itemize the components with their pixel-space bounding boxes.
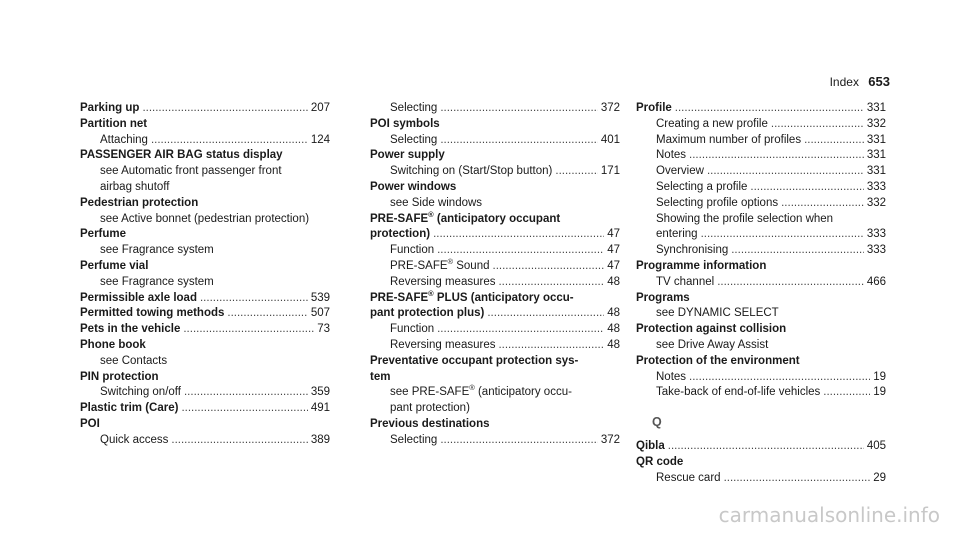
- index-subentry[interactable]: [636, 133, 886, 149]
- index-entry: [636, 322, 886, 354]
- dot-leader: [433, 227, 604, 243]
- dot-leader: [701, 227, 864, 243]
- entry-text: Synchronising: [656, 244, 729, 257]
- index-term[interactable]: [80, 101, 330, 117]
- entry-text: see Side windows: [390, 196, 483, 209]
- page-reference[interactable]: 124: [310, 133, 330, 146]
- page-reference[interactable]: 491: [310, 402, 330, 415]
- entry-text: Switching on/off: [100, 386, 181, 399]
- index-term[interactable]: [80, 306, 330, 322]
- index-subentry[interactable]: [370, 259, 620, 275]
- entry-text: Power supply: [370, 149, 445, 162]
- entry-text: Reversing measures: [390, 275, 496, 288]
- index-subentry[interactable]: [636, 370, 886, 386]
- page-reference[interactable]: 372: [600, 433, 620, 446]
- index-subentry: [80, 243, 330, 259]
- index-entry: [80, 322, 330, 338]
- index-term[interactable]: [80, 322, 330, 338]
- page-reference[interactable]: 331: [866, 133, 886, 146]
- page-reference[interactable]: 405: [866, 439, 886, 452]
- dot-leader: [804, 133, 864, 149]
- index-entry: [636, 354, 886, 401]
- index-term: [80, 117, 330, 133]
- index-subentry[interactable]: [370, 275, 620, 291]
- index-term[interactable]: [80, 291, 330, 307]
- dot-leader: [771, 117, 864, 133]
- entry-text: Profile: [636, 102, 672, 114]
- entry-text: PIN protection: [80, 370, 159, 383]
- index-term: [370, 180, 620, 196]
- entry-text: Plastic trim (Care): [80, 402, 179, 415]
- index-column-1: [80, 101, 330, 449]
- entry-text: Perfume: [80, 228, 127, 241]
- page-reference[interactable]: 372: [600, 102, 620, 114]
- entry-text: TV channel: [656, 275, 715, 288]
- entry-text: Protection of the environment: [636, 354, 800, 367]
- page-reference[interactable]: 171: [600, 165, 620, 178]
- entry-text: Quick access: [100, 433, 169, 446]
- index-subentry[interactable]: [636, 148, 886, 164]
- entry-text: Notes: [656, 370, 687, 383]
- entry-text: see PRE-SAFE: [390, 386, 470, 399]
- dot-leader: [724, 471, 871, 487]
- entry-text: Notes: [656, 149, 687, 162]
- index-entry: [370, 101, 620, 117]
- index-entry: [80, 148, 330, 195]
- index-subentry[interactable]: [370, 322, 620, 338]
- index-term: [636, 455, 886, 471]
- entry-text: Previous destinations: [370, 417, 490, 430]
- entry-text: Reversing measures: [390, 338, 496, 351]
- watermark: carmanualsonline.info: [718, 503, 940, 527]
- entry-text: PRE-SAFE: [390, 259, 448, 272]
- page-number: 653: [868, 74, 890, 89]
- index-entry: [80, 101, 330, 117]
- index-subentry: [636, 212, 886, 228]
- page-reference[interactable]: 19: [873, 370, 886, 383]
- page-reference[interactable]: 207: [310, 102, 330, 114]
- index-subentry[interactable]: [636, 117, 886, 133]
- index-subentry: [636, 306, 886, 322]
- page-reference[interactable]: 73: [317, 323, 330, 336]
- entry-text: Selecting: [390, 133, 438, 146]
- page-reference[interactable]: 333: [866, 180, 886, 193]
- index-entry: [370, 417, 620, 449]
- index-term[interactable]: [636, 439, 886, 455]
- dot-leader: [184, 385, 308, 401]
- index-subentry[interactable]: [636, 385, 886, 401]
- dot-leader: [707, 164, 864, 180]
- page-reference[interactable]: 48: [607, 275, 620, 288]
- index-subentry[interactable]: [636, 227, 886, 243]
- index-term: [370, 288, 620, 307]
- entry-text: Pedestrian protection: [80, 196, 199, 209]
- page-reference[interactable]: 332: [866, 117, 886, 130]
- registered-mark: ®: [469, 383, 475, 393]
- registered-mark: ®: [428, 288, 434, 298]
- entry-text: Parking up: [80, 102, 140, 114]
- index-subentry[interactable]: [370, 243, 620, 259]
- entry-text: Overview: [656, 165, 704, 178]
- entry-text: see Fragrance system: [100, 244, 214, 257]
- entry-text: protection): [370, 228, 431, 241]
- index-column-2: [370, 101, 620, 449]
- entry-text: entering: [656, 228, 698, 241]
- entry-text: pant protection): [390, 402, 470, 415]
- index-subentry[interactable]: [370, 164, 620, 180]
- entry-text: see Contacts: [100, 354, 168, 367]
- dot-leader: [689, 370, 870, 386]
- dot-leader: [440, 101, 598, 117]
- index-term[interactable]: [370, 227, 620, 243]
- entry-text: Programs: [636, 291, 690, 304]
- entry-text: Qibla: [636, 439, 665, 452]
- index-entry: [80, 196, 330, 228]
- index-entry: [80, 227, 330, 259]
- page-reference[interactable]: 359: [310, 386, 330, 399]
- index-term: [80, 370, 330, 386]
- index-subentry: [370, 196, 620, 212]
- entry-text: Permissible axle load: [80, 291, 197, 304]
- index-subentry[interactable]: [636, 164, 886, 180]
- index-entry: [370, 354, 620, 417]
- entry-text: Creating a new profile: [656, 117, 768, 130]
- entry-text: airbag shutoff: [100, 180, 170, 193]
- dot-leader: [437, 243, 604, 259]
- entry-text: PRE-SAFE: [370, 212, 429, 225]
- dot-leader: [731, 243, 864, 259]
- entry-text: Power windows: [370, 180, 457, 193]
- entry-text: Switching on (Start/Stop button): [390, 165, 553, 178]
- dot-leader: [181, 401, 307, 417]
- letter-heading: Q: [652, 415, 662, 430]
- entry-text: PASSENGER AIR BAG status display: [80, 149, 283, 162]
- dot-leader: [142, 101, 307, 117]
- dot-leader: [750, 180, 863, 196]
- page-reference[interactable]: 331: [866, 102, 886, 114]
- index-entry: [636, 439, 886, 455]
- index-subentry[interactable]: [80, 133, 330, 149]
- entry-text: Selecting: [390, 102, 438, 114]
- entry-text: see Fragrance system: [100, 275, 214, 288]
- entry-text: see DYNAMIC SELECT: [656, 307, 779, 320]
- page-reference[interactable]: 47: [607, 259, 620, 272]
- index-entry: [370, 148, 620, 180]
- entry-text: POI symbols: [370, 117, 440, 130]
- entry-text-continued: (anticipatory occu-: [474, 386, 572, 399]
- index-entry: [636, 259, 886, 291]
- index-subentry: [80, 212, 330, 228]
- dot-leader: [440, 433, 598, 449]
- entry-text: Function: [390, 323, 435, 336]
- entry-text: see Active bonnet (pedestrian protection): [100, 212, 310, 225]
- index-entry: [80, 370, 330, 402]
- index-term: [370, 148, 620, 164]
- page-header: [830, 74, 890, 89]
- page-reference[interactable]: 48: [607, 307, 620, 320]
- dot-leader: [151, 133, 308, 149]
- page-reference[interactable]: 507: [310, 307, 330, 320]
- index-term: [370, 417, 620, 433]
- index-entry: [80, 259, 330, 291]
- page-reference[interactable]: 389: [310, 433, 330, 446]
- entry-text: see Automatic front passenger front: [100, 165, 282, 178]
- page-reference[interactable]: 466: [866, 275, 886, 288]
- index-entry: [636, 455, 886, 487]
- dot-leader: [675, 101, 864, 117]
- dot-leader: [437, 322, 604, 338]
- dot-leader: [200, 291, 308, 307]
- index-subentry[interactable]: [370, 133, 620, 149]
- dot-leader: [781, 196, 864, 212]
- entry-text: see Drive Away Assist: [656, 338, 769, 351]
- index-term: [370, 117, 620, 133]
- page-reference[interactable]: 19: [873, 386, 886, 399]
- page-reference[interactable]: 48: [607, 338, 620, 351]
- index-term: [370, 209, 620, 228]
- index-entry: [80, 117, 330, 149]
- dot-leader: [498, 338, 604, 354]
- index-entry: [80, 291, 330, 307]
- entry-text: tem: [370, 370, 391, 383]
- entry-text-continued: Sound: [453, 259, 490, 272]
- entry-text: Selecting a profile: [656, 180, 748, 193]
- index-entry: [370, 288, 620, 354]
- registered-mark: ®: [447, 257, 454, 267]
- index-entry: [370, 117, 620, 149]
- dot-leader: [498, 275, 604, 291]
- dot-leader: [487, 306, 604, 322]
- entry-text: Selecting profile options: [656, 196, 779, 209]
- entry-text: Preventative occupant protection sys-: [370, 354, 579, 367]
- page-reference[interactable]: 47: [607, 228, 620, 241]
- index-term: [370, 354, 620, 370]
- index-subentry: [370, 385, 620, 401]
- page-reference[interactable]: 48: [607, 323, 620, 336]
- page-reference[interactable]: 333: [866, 228, 886, 241]
- index-term: [80, 338, 330, 354]
- entry-text: PRE-SAFE: [370, 291, 429, 304]
- entry-text: Rescue card: [656, 471, 721, 484]
- index-subentry: [636, 338, 886, 354]
- dot-leader: [227, 306, 307, 322]
- dot-leader: [555, 164, 597, 180]
- index-subentry[interactable]: [636, 180, 886, 196]
- entry-text: Phone book: [80, 338, 146, 351]
- index-subentry: [80, 180, 330, 196]
- index-term: [80, 196, 330, 212]
- index-term[interactable]: [636, 101, 886, 117]
- entry-text: pant protection plus): [370, 307, 485, 320]
- entry-text: Programme information: [636, 259, 767, 272]
- index-subentry[interactable]: [80, 433, 330, 449]
- page-reference[interactable]: 539: [310, 291, 330, 304]
- index-entry: [370, 180, 620, 212]
- index-subentry: [80, 354, 330, 370]
- entry-text: Attaching: [100, 133, 148, 146]
- page-reference[interactable]: 331: [866, 149, 886, 162]
- dot-leader: [493, 259, 605, 275]
- index-term: [636, 259, 886, 275]
- index-term: [636, 322, 886, 338]
- index-subentry: [80, 275, 330, 291]
- index-subentry[interactable]: [636, 196, 886, 212]
- entry-text-continued: PLUS (anticipatory occu-: [433, 291, 574, 304]
- entry-text-continued: (anticipatory occupant: [433, 212, 561, 225]
- index-term: [636, 291, 886, 307]
- index-column-3: [636, 101, 886, 486]
- index-subentry[interactable]: [636, 275, 886, 291]
- dot-leader: [183, 322, 314, 338]
- entry-text: Partition net: [80, 117, 148, 130]
- page-reference[interactable]: 332: [866, 196, 886, 209]
- entry-text: Perfume vial: [80, 259, 149, 272]
- index-entry: [636, 101, 886, 259]
- page-reference[interactable]: 333: [866, 244, 886, 257]
- entry-text: Function: [390, 244, 435, 257]
- index-entry: [80, 417, 330, 449]
- dot-leader: [668, 439, 864, 455]
- page-reference[interactable]: 401: [600, 133, 620, 146]
- index-subentry[interactable]: [370, 338, 620, 354]
- entry-text: Maximum number of profiles: [656, 133, 802, 146]
- entry-text: Pets in the vehicle: [80, 323, 181, 336]
- index-term[interactable]: [370, 306, 620, 322]
- index-subentry[interactable]: [636, 471, 886, 487]
- index-subentry: [370, 401, 620, 417]
- section-label: Index: [829, 75, 859, 89]
- index-subentry[interactable]: [370, 101, 620, 117]
- entry-text: Take-back of end-of-life vehicles: [656, 386, 821, 399]
- dot-leader: [440, 133, 598, 149]
- entry-text: Protection against collision: [636, 323, 787, 336]
- entry-text: QR code: [636, 455, 684, 468]
- index-entry: [80, 401, 330, 417]
- index-subentry[interactable]: [370, 433, 620, 449]
- registered-mark: ®: [428, 209, 434, 219]
- index-term: [80, 259, 330, 275]
- dot-leader: [717, 275, 864, 291]
- index-subentry[interactable]: [80, 385, 330, 401]
- index-entry: [370, 209, 620, 291]
- dot-leader: [823, 385, 870, 401]
- index-entry: [80, 306, 330, 322]
- index-subentry[interactable]: [636, 243, 886, 259]
- entry-text: POI: [80, 417, 100, 430]
- entry-text: Selecting: [390, 433, 438, 446]
- index-entry: [80, 338, 330, 370]
- index-entry: [636, 291, 886, 323]
- index-term: [80, 227, 330, 243]
- index-term: [80, 148, 330, 164]
- dot-leader: [171, 433, 307, 449]
- index-term: [636, 354, 886, 370]
- index-term[interactable]: [80, 401, 330, 417]
- index-subentry: [80, 164, 330, 180]
- page-reference[interactable]: 331: [866, 165, 886, 178]
- index-term: [370, 370, 620, 386]
- entry-text: Permitted towing methods: [80, 307, 225, 320]
- page-reference[interactable]: 29: [873, 471, 886, 484]
- dot-leader: [689, 148, 864, 164]
- entry-text: Showing the profile selection when: [656, 212, 834, 225]
- page-reference[interactable]: 47: [607, 244, 620, 257]
- index-term: [80, 417, 330, 433]
